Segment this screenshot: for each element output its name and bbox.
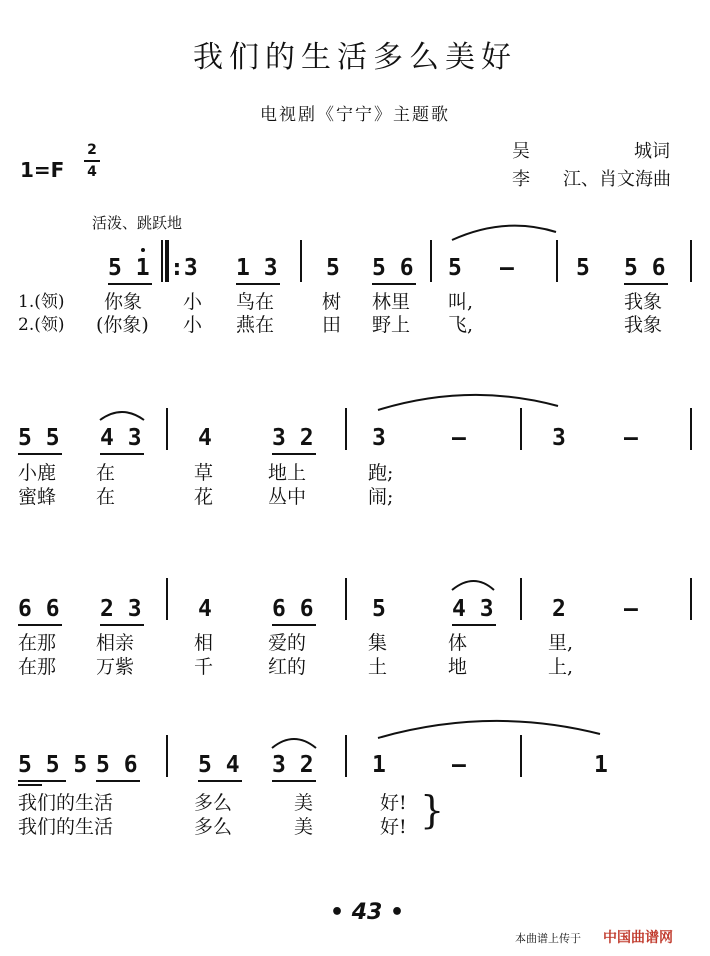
page-dot-left: • — [330, 900, 352, 925]
lyric: 田 — [322, 314, 342, 336]
eighth-underline — [198, 780, 242, 782]
eighth-underline — [272, 624, 316, 626]
barline — [300, 240, 302, 282]
lyric: 好! — [380, 816, 407, 838]
note-group: – — [500, 255, 514, 281]
barline — [690, 240, 692, 282]
barline — [520, 408, 522, 450]
lyric: 上, — [548, 656, 574, 678]
note-group: 5 6 — [372, 255, 414, 281]
key-signature: 1=F — [20, 158, 65, 182]
note-group: 2 — [552, 596, 566, 622]
lyric: 跑; — [368, 462, 394, 484]
lyric: 小鹿 — [18, 462, 57, 484]
barline — [166, 578, 168, 620]
tempo-marking: 活泼、跳跃地 — [92, 214, 183, 232]
lyric: 在那 — [18, 656, 57, 678]
eighth-underline — [372, 283, 416, 285]
page-number — [330, 900, 404, 925]
tie-slur — [378, 721, 600, 738]
lyric: 爱的 — [268, 632, 307, 654]
composer-surname: 李 — [512, 169, 530, 190]
note-group: 4 — [198, 425, 212, 451]
barline — [166, 408, 168, 450]
lyric: 多么 — [194, 816, 233, 838]
lyric: 我象 — [624, 291, 663, 313]
note-group: 5 — [576, 255, 590, 281]
eighth-underline — [272, 453, 316, 455]
lyric: 土 — [368, 656, 388, 678]
note-group: 5 — [372, 596, 386, 622]
note-group: 2 3 — [100, 596, 142, 622]
lyric: 万紫 — [96, 656, 135, 678]
note-group: 5 5 5 — [18, 752, 88, 778]
lyric: 叫, — [448, 291, 474, 313]
eighth-underline — [272, 780, 316, 782]
lyric: 在 — [96, 486, 116, 508]
note-group: 4 3 — [100, 425, 142, 451]
note-group: 4 3 — [452, 596, 494, 622]
lyric: 体 — [448, 632, 468, 654]
lyric: 地上 — [268, 462, 307, 484]
lyric: 红的 — [268, 656, 307, 678]
lyric: 小 — [183, 314, 203, 336]
slur — [100, 412, 144, 420]
note-group: :3 — [170, 255, 198, 281]
note-group: 5 6 — [96, 752, 138, 778]
barline — [520, 735, 522, 777]
barline — [166, 735, 168, 777]
lyric: 好! — [380, 792, 407, 814]
barline — [345, 408, 347, 450]
note-group: 1 — [372, 752, 386, 778]
barline — [690, 408, 692, 450]
eighth-underline — [624, 283, 668, 285]
note-group: 5 4 — [198, 752, 240, 778]
lyric: 飞, — [448, 314, 474, 336]
lyric: 草 — [194, 462, 214, 484]
eighth-underline — [18, 624, 62, 626]
note-group: – — [624, 425, 638, 451]
lyric: 你象 — [104, 291, 143, 313]
lyric: 千 — [194, 656, 214, 678]
barline — [345, 735, 347, 777]
note-group: – — [452, 425, 466, 451]
site-logo: 中国曲谱网 — [603, 930, 673, 946]
lyric: 闹; — [368, 486, 394, 508]
tie-slur — [378, 395, 558, 410]
lyric: 在那 — [18, 632, 57, 654]
verse-brace: } — [420, 788, 445, 832]
eighth-underline — [100, 453, 144, 455]
sixteenth-underline-upper — [18, 780, 66, 782]
tie-slur — [452, 226, 556, 240]
note-group: 1 3 — [236, 255, 278, 281]
song-title: 我们的生活多么美好 — [193, 40, 517, 75]
lyric: 野上 — [372, 314, 411, 336]
note-group: 6 6 — [272, 596, 314, 622]
lyric: 相亲 — [96, 632, 135, 654]
note-group: 5 1 — [108, 255, 150, 281]
note-group: 6 6 — [18, 596, 60, 622]
lyric: 我们的生活 — [18, 816, 114, 838]
lyricist-surname: 吴 — [512, 141, 530, 162]
time-signature-bar — [84, 160, 100, 162]
lyric: 地 — [448, 656, 468, 678]
note-group: 3 — [552, 425, 566, 451]
page-dot-right: • — [382, 900, 405, 925]
note-group: 3 — [372, 425, 386, 451]
repeat-barline-thin — [161, 240, 163, 282]
lyric: 树 — [322, 291, 342, 313]
repeat-barline-thick — [165, 240, 169, 282]
slur — [452, 581, 494, 590]
note-group: – — [452, 752, 466, 778]
note-group: 4 — [198, 596, 212, 622]
page-number-value: 43 — [351, 900, 383, 925]
note-group: – — [624, 596, 638, 622]
note-group: 3 2 — [272, 752, 314, 778]
eighth-underline — [96, 780, 140, 782]
note-group: 5 5 — [18, 425, 60, 451]
barline — [430, 240, 432, 282]
slur — [272, 739, 316, 748]
eighth-underline — [100, 624, 144, 626]
verse-1-prefix: 1.(领) — [18, 292, 65, 312]
time-signature-bottom: 4 — [87, 164, 97, 180]
eighth-underline — [18, 453, 62, 455]
lyric: 我们的生活 — [18, 792, 114, 814]
lyric: 里, — [548, 632, 574, 654]
lyric: 美 — [294, 816, 314, 838]
lyricist-credit: 城词 — [634, 141, 670, 162]
lyric: 集 — [368, 632, 388, 654]
note-group: 1 — [594, 752, 608, 778]
eighth-underline — [452, 624, 496, 626]
lyric: 丛中 — [268, 486, 307, 508]
lyric: 美 — [294, 792, 314, 814]
song-subtitle: 电视剧《宁宁》主题歌 — [260, 105, 450, 125]
note-group: 5 — [326, 255, 340, 281]
octave-dot-high — [141, 248, 145, 252]
lyric: 林里 — [372, 291, 411, 313]
barline — [556, 240, 558, 282]
note-group: 3 2 — [272, 425, 314, 451]
lyric: 相 — [194, 632, 214, 654]
barline — [345, 578, 347, 620]
time-signature-top: 2 — [87, 142, 97, 158]
lyric: 小 — [183, 291, 203, 313]
sixteenth-underline-lower — [18, 784, 42, 786]
lyric: 在 — [96, 462, 116, 484]
composer-credit: 江、肖文海曲 — [563, 169, 671, 190]
lyric: 多么 — [194, 792, 233, 814]
eighth-underline — [236, 283, 280, 285]
upload-note: 本曲谱上传于 — [515, 932, 581, 945]
lyric: 我象 — [624, 314, 663, 336]
lyric: 燕在 — [236, 314, 275, 336]
barline — [690, 578, 692, 620]
lyric: 蜜蜂 — [18, 486, 57, 508]
note-group: 5 6 — [624, 255, 666, 281]
lyric: 花 — [194, 486, 214, 508]
note-group: 5 — [448, 255, 462, 281]
verse-2-prefix: 2.(领) — [18, 315, 65, 335]
time-signature — [84, 142, 100, 180]
eighth-underline — [108, 283, 152, 285]
lyric: 鸟在 — [236, 291, 275, 313]
lyric: (你象) — [96, 314, 149, 336]
barline — [520, 578, 522, 620]
